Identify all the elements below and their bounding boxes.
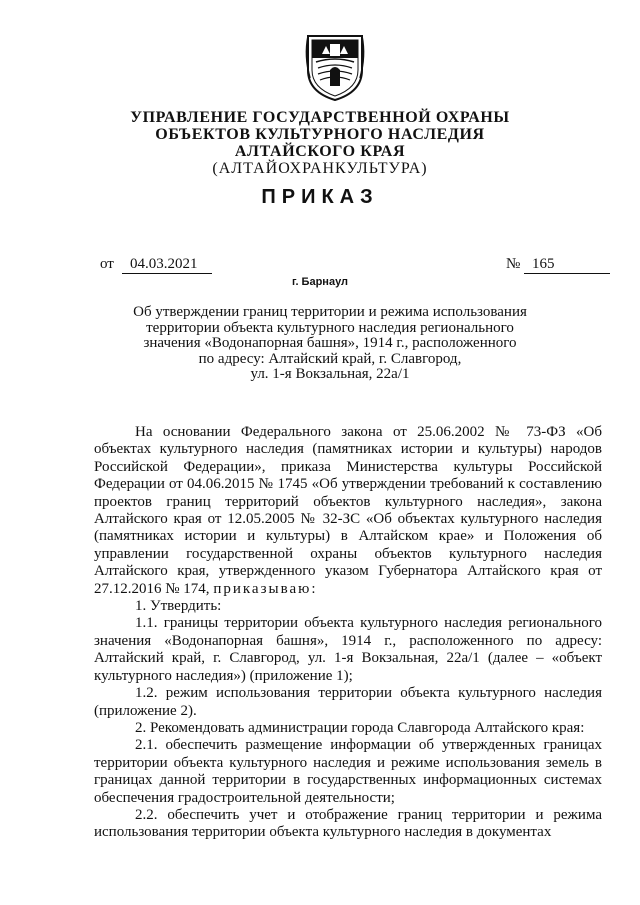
city-name: г. Барнаул bbox=[291, 276, 349, 288]
subject-line: ул. 1-я Вокзальная, 22а/1 bbox=[250, 366, 410, 382]
document-type-title: ПРИКАЗ bbox=[261, 186, 379, 208]
date-prefix: от bbox=[100, 256, 114, 272]
clause-1-1: 1.1. границы территории объекта культурного наследия регионального значения «Водонапорная башня», 1914 г., расположенного по адресу: Алтайский край, г. Славгород, ул. 1-я Вокзальная, 22а/1 (далее – «объект культурного наследия») (приложение 1); bbox=[94, 615, 602, 684]
org-name-line-1: УПРАВЛЕНИЕ ГОСУДАРСТВЕННОЙ ОХРАНЫ bbox=[130, 109, 510, 126]
order-date: 04.03.2021 bbox=[122, 256, 212, 274]
clause-2-1: 2.1. обеспечить размещение информации об утвержденных границах территории объекта культурного наследия и режиме использования земель в границах данной территории в государственных информационных системах обеспечения градостроительной деятельности; bbox=[94, 737, 602, 806]
org-name-line-3: АЛТАЙСКОГО КРАЯ bbox=[234, 143, 406, 160]
clause-1-2: 1.2. режим использования территории объекта культурного наследия (приложение 2). bbox=[94, 685, 602, 719]
order-number: 165 bbox=[524, 256, 610, 274]
subject-line: значения «Водонапорная башня», 1914 г., расположенного bbox=[143, 335, 517, 351]
subject-line: территории объекта культурного наследия регионального bbox=[146, 319, 514, 336]
order-word: приказываю: bbox=[213, 580, 318, 597]
clause-1: 1. Утвердить: bbox=[135, 598, 222, 615]
subject-line: по адресу: Алтайский край, г. Славгород, bbox=[198, 350, 462, 367]
number-sign: № bbox=[506, 256, 521, 272]
preamble-paragraph bbox=[94, 424, 602, 598]
org-name-line-2: ОБЪЕКТОВ КУЛЬТУРНОГО НАСЛЕДИЯ bbox=[155, 126, 485, 143]
clause-2: 2. Рекомендовать администрации города Славгорода Алтайского края: bbox=[135, 719, 585, 736]
clause-2-2: 2.2. обеспечить учет и отображение границ территории и режима использования территории объекта культурного наследия в документах bbox=[94, 806, 602, 841]
preamble-text: На основании Федерального закона от 25.06.2002 № 73-ФЗ «Об объектах культурного наследия (памятниках истории и культуры) народов Российской Федерации», приказа Министерства культуры Российской Федерации от 04.06.2015 № 1745 «Об утверждении требований к составлению проектов границ территорий объектов культурного наследия», закона Алтайского края от 12.05.2005 № 32-ЗС «Об объектах культурного наследия (памятниках истории и культуры) в Алтайском крае» и Положения об управлении государственной охраны объектов культурного наследия Алтайского края, утвержденного указом Губернатора Алтайского края от 27.12.2016 № 174, bbox=[94, 424, 602, 597]
subject-line: Об утверждении границ территории и режима использования bbox=[133, 304, 527, 320]
coat-of-arms-icon bbox=[300, 26, 370, 102]
order-body bbox=[94, 424, 602, 842]
order-subject bbox=[120, 305, 540, 383]
org-abbreviation: (АЛТАЙОХРАНКУЛЬТУРА) bbox=[212, 160, 428, 177]
